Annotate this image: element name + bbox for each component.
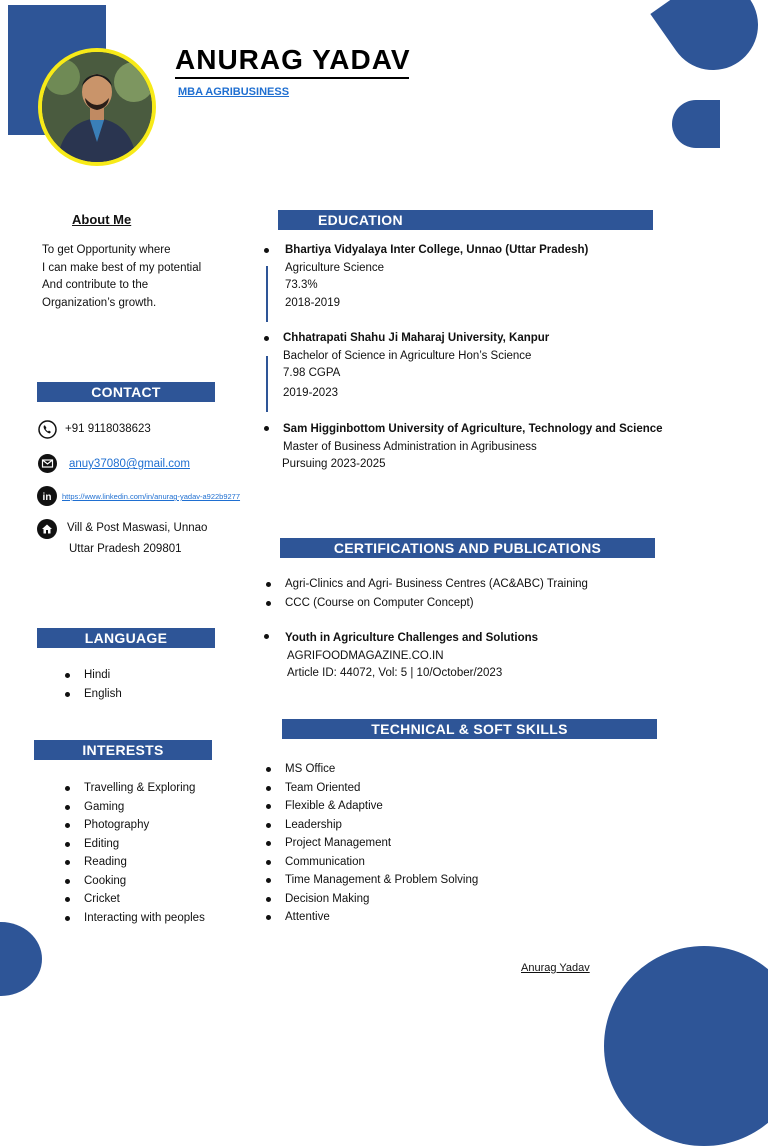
name-underline: [175, 77, 409, 79]
contact-linkedin[interactable]: https://www.linkedin.com/in/anurag-yadav-a922b9277: [62, 492, 241, 501]
home-icon: [37, 519, 57, 544]
education-bullet: [264, 248, 269, 253]
decorative-shape-top-right: [650, 0, 768, 88]
skill-item: Leadership: [263, 816, 478, 835]
education-entry: [285, 242, 588, 312]
education-entry: [283, 421, 663, 474]
contact-address-line2: Uttar Pradesh 209801: [69, 543, 182, 555]
language-item: English: [62, 685, 122, 704]
contact-heading: CONTACT: [37, 382, 215, 402]
signature: Anurag Yadav: [521, 962, 590, 974]
profile-photo: [38, 48, 156, 166]
about-line: And contribute to the: [42, 279, 149, 291]
interest-item: Cricket: [62, 890, 205, 909]
interests-list: [62, 779, 205, 927]
language-heading: LANGUAGE: [37, 628, 215, 648]
education-line: Master of Business Administration in Agribusiness: [283, 440, 537, 453]
certifications-list: [263, 575, 588, 612]
education-line: 2018-2019: [285, 296, 340, 309]
skill-item: Time Management & Problem Solving: [263, 871, 478, 890]
education-line: 2019-2023: [283, 386, 338, 399]
education-line: Pursuing 2023-2025: [282, 458, 386, 470]
linkedin-icon: [37, 486, 57, 511]
phone-icon: [38, 420, 57, 444]
certifications-heading: CERTIFICATIONS AND PUBLICATIONS: [280, 538, 655, 558]
about-line: To get Opportunity where: [42, 244, 171, 256]
publication-details: Article ID: 44072, Vol: 5 | 10/October/2023: [287, 667, 503, 679]
decorative-half-circle: [672, 100, 720, 148]
email-icon: [38, 454, 57, 478]
education-institution: Chhatrapati Shahu Ji Maharaj University, Kanpur: [283, 332, 550, 344]
contact-phone[interactable]: +91 9118038623: [65, 423, 151, 435]
education-line: Bachelor of Science in Agriculture Hon’s Science: [283, 349, 532, 362]
svg-text:in: in: [42, 492, 52, 503]
interests-heading: INTERESTS: [34, 740, 212, 760]
education-entry: [283, 330, 549, 402]
decorative-circle-bottom-left: [0, 922, 42, 996]
candidate-subtitle: MBA AGRIBUSINESS: [178, 86, 290, 98]
decorative-circle-bottom-right: [604, 946, 768, 1146]
skill-item: Flexible & Adaptive: [263, 797, 478, 816]
education-line: 7.98 CGPA: [283, 367, 341, 379]
interest-item: Cooking: [62, 872, 205, 891]
about-title: About Me: [72, 212, 132, 227]
interest-item: Editing: [62, 835, 205, 854]
candidate-name: ANURAG YADAV: [175, 44, 411, 75]
education-heading: EDUCATION: [278, 210, 653, 230]
about-line: Organization’s growth.: [42, 296, 157, 309]
skill-item: Decision Making: [263, 890, 478, 909]
skill-item: Communication: [263, 853, 478, 872]
certification-item: CCC (Course on Computer Concept): [263, 594, 588, 613]
skill-item: Project Management: [263, 834, 478, 853]
publication-title: Youth in Agriculture Challenges and Solutions: [285, 632, 539, 644]
education-bullet: [264, 426, 269, 431]
about-line: I can make best of my potential: [42, 261, 202, 274]
education-institution: Bhartiya Vidyalaya Inter College, Unnao (Uttar Pradesh): [285, 244, 589, 256]
interest-item: Gaming: [62, 798, 205, 817]
skill-item: Attentive: [263, 908, 478, 927]
education-line: Agriculture Science: [285, 261, 385, 274]
publication-bullet: [264, 634, 269, 639]
skill-item: Team Oriented: [263, 779, 478, 798]
publication-entry: [285, 630, 538, 683]
contact-address-line1: Vill & Post Maswasi, Unnao: [67, 522, 208, 534]
contact-email[interactable]: anuy37080@gmail.com: [69, 458, 190, 470]
publication-source: AGRIFOODMAGAZINE.CO.IN: [287, 649, 444, 662]
education-line: 73.3%: [285, 279, 318, 291]
certification-item: Agri-Clinics and Agri- Business Centres (AC&ABC) Training: [263, 575, 588, 594]
language-list: [62, 666, 122, 703]
education-timeline: [266, 356, 268, 412]
education-bullet: [264, 336, 269, 341]
language-item: Hindi: [62, 666, 122, 685]
education-institution: Sam Higginbottom University of Agriculture, Technology and Science: [283, 423, 663, 435]
skills-list: [263, 760, 478, 927]
interest-item: Reading: [62, 853, 205, 872]
interest-item: Travelling & Exploring: [62, 779, 205, 798]
interest-item: Interacting with peoples: [62, 909, 205, 928]
skills-heading: TECHNICAL & SOFT SKILLS: [282, 719, 657, 739]
education-timeline: [266, 266, 268, 322]
skill-item: MS Office: [263, 760, 478, 779]
about-text: [42, 242, 201, 312]
interest-item: Photography: [62, 816, 205, 835]
